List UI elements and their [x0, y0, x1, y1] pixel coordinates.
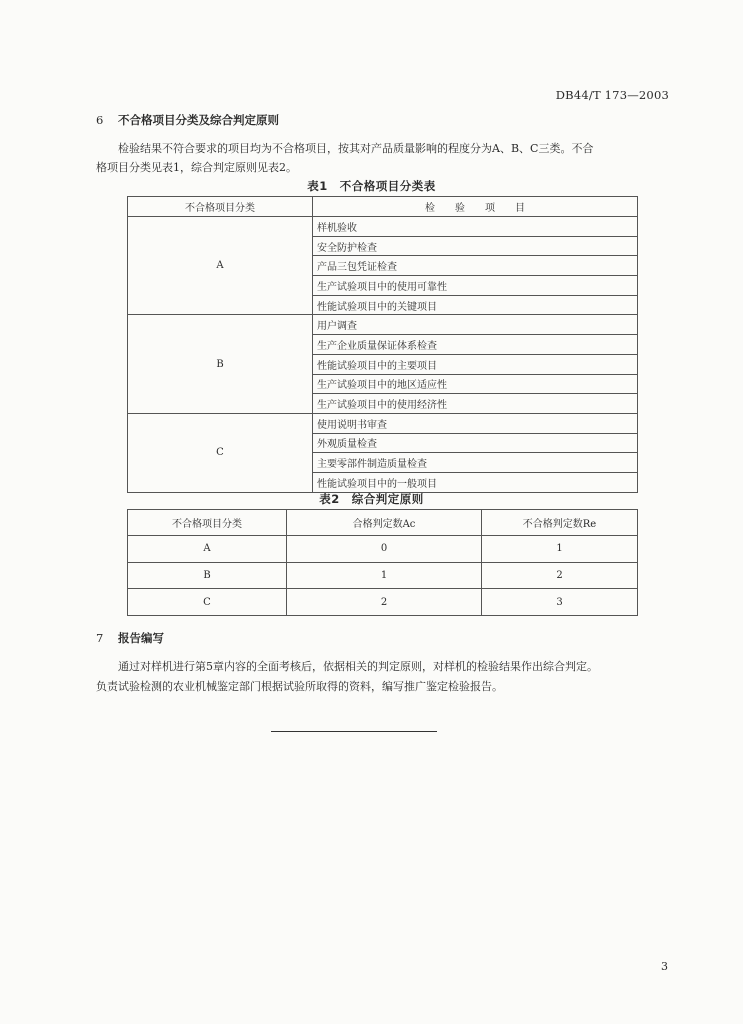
table-row [128, 536, 638, 563]
table1-caption: 表1 不合格项目分类表 [307, 179, 436, 193]
table2-cell: 0 [287, 536, 482, 563]
table2-header-class: 不合格项目分类 [128, 510, 287, 536]
table1-item: 生产试验项目中的使用经济性 [313, 394, 638, 414]
table1-group-a: A [128, 217, 313, 315]
section-7-title: 报告编写 [118, 631, 164, 645]
table2-cell: 2 [482, 562, 638, 589]
table1-header-items: 检 验 项 目 [313, 197, 638, 217]
section-7-number: 7 [96, 631, 104, 645]
end-rule [271, 731, 437, 732]
table1-item: 产品三包凭证检查 [313, 256, 638, 276]
table2-judgement-rules [127, 509, 638, 616]
section-6-number: 6 [96, 113, 104, 127]
table1-defect-classification [127, 196, 638, 493]
section-7-para-line1: 通过对样机进行第5章内容的全面考核后，依据相关的判定原则，对样机的检验结果作出综合判定。 [118, 660, 598, 673]
table1-item: 性能试验项目中的主要项目 [313, 354, 638, 374]
table-row [128, 413, 638, 433]
table1-group-b: B [128, 315, 313, 413]
section-6-para-line1: 检验结果不符合要求的项目均为不合格项目，按其对产品质量影响的程度分为A、B、C三类。不合 [118, 142, 594, 155]
table2-cell: 2 [287, 589, 482, 616]
page-number: 3 [661, 960, 668, 973]
section-7-heading [96, 630, 164, 646]
table-row [128, 315, 638, 335]
section-6-heading [96, 112, 279, 128]
table2-cell: B [128, 562, 287, 589]
table-row [128, 589, 638, 616]
table1-item: 生产试验项目中的使用可靠性 [313, 276, 638, 296]
table2-header-re: 不合格判定数Re [482, 510, 638, 536]
table1-header-class: 不合格项目分类 [128, 197, 313, 217]
table1-item: 外观质量检查 [313, 433, 638, 453]
table1-item: 使用说明书审查 [313, 413, 638, 433]
section-6-para-line2: 格项目分类见表1，综合判定原则见表2。 [96, 161, 297, 174]
table1-item: 性能试验项目中的一般项目 [313, 472, 638, 492]
table2-header-ac: 合格判定数Ac [287, 510, 482, 536]
table1-item: 主要零部件制造质量检查 [313, 453, 638, 473]
table1-item: 性能试验项目中的关键项目 [313, 295, 638, 315]
section-7-para-line2: 负责试验检测的农业机械鉴定部门根据试验所取得的资料，编写推广鉴定检验报告。 [96, 680, 503, 693]
table2-cell: 1 [482, 536, 638, 563]
table1-item: 安全防护检查 [313, 236, 638, 256]
table2-cell: A [128, 536, 287, 563]
table1-item: 生产试验项目中的地区适应性 [313, 374, 638, 394]
table2-cell: 3 [482, 589, 638, 616]
table1-group-c: C [128, 413, 313, 492]
table-row [128, 217, 638, 237]
table1-item: 样机验收 [313, 217, 638, 237]
table1-item: 用户调查 [313, 315, 638, 335]
section-6-title: 不合格项目分类及综合判定原则 [118, 113, 279, 127]
table1-item: 生产企业质量保证体系检查 [313, 335, 638, 355]
table-row [128, 562, 638, 589]
table2-cell: 1 [287, 562, 482, 589]
table2-caption: 表2 综合判定原则 [319, 492, 424, 506]
document-number: DB44/T 173—2003 [555, 88, 669, 102]
table2-cell: C [128, 589, 287, 616]
